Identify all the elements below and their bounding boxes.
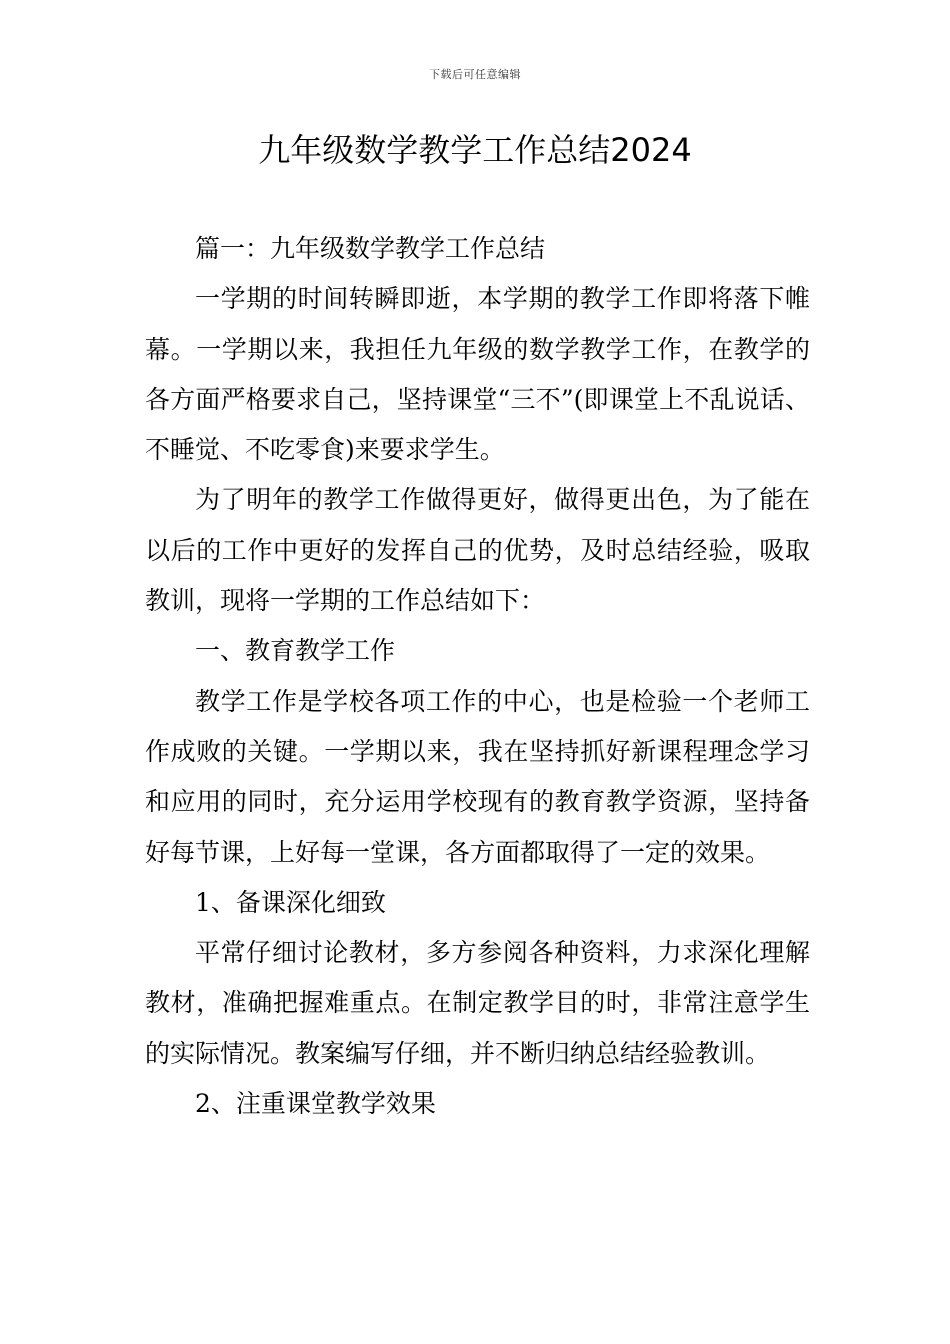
subsection-heading-lesson-prep: 1、备课深化细致 — [195, 887, 386, 917]
header-note: 下载后可任意编辑 — [429, 68, 521, 81]
body-paragraph: 为了明年的教学工作做得更好，做得更出色，为了能在以后的工作中更好的发挥自己的优势，及时总结经验，吸取教训，现将一学期的工作总结如下： — [145, 485, 810, 616]
section-heading-education-teaching: 一、教育教学工作 — [195, 636, 396, 666]
document-body — [145, 224, 810, 1129]
section-heading-part-one: 篇一：九年级数学教学工作总结 — [195, 234, 546, 263]
subsection-heading-classroom-effect: 2、注重课堂教学效果 — [195, 1089, 436, 1119]
body-paragraph: 教学工作是学校各项工作的中心，也是检验一个老师工作成败的关键。一学期以来，我在坚持抓好新课程理念学习和应用的同时，充分运用学校现有的教育教学资源，坚持备好每节课，上好每一堂课，各方面都取得了一定的效果。 — [145, 686, 810, 867]
document-title: 九年级数学教学工作总结2024 — [258, 131, 692, 169]
body-paragraph: 平常仔细讨论教材，多方参阅各种资料，力求深化理解教材，准确把握难重点。在制定教学目的时，非常注意学生的实际情况。教案编写仔细，并不断归纳总结经验教训。 — [145, 938, 810, 1068]
body-paragraph: 一学期的时间转瞬即逝，本学期的教学工作即将落下帷幕。一学期以来，我担任九年级的数学教学工作，在教学的各方面严格要求自己，坚持课堂“三不”(即课堂上不乱说话、不睡觉、不吃零食)来要求学生。 — [145, 284, 810, 465]
